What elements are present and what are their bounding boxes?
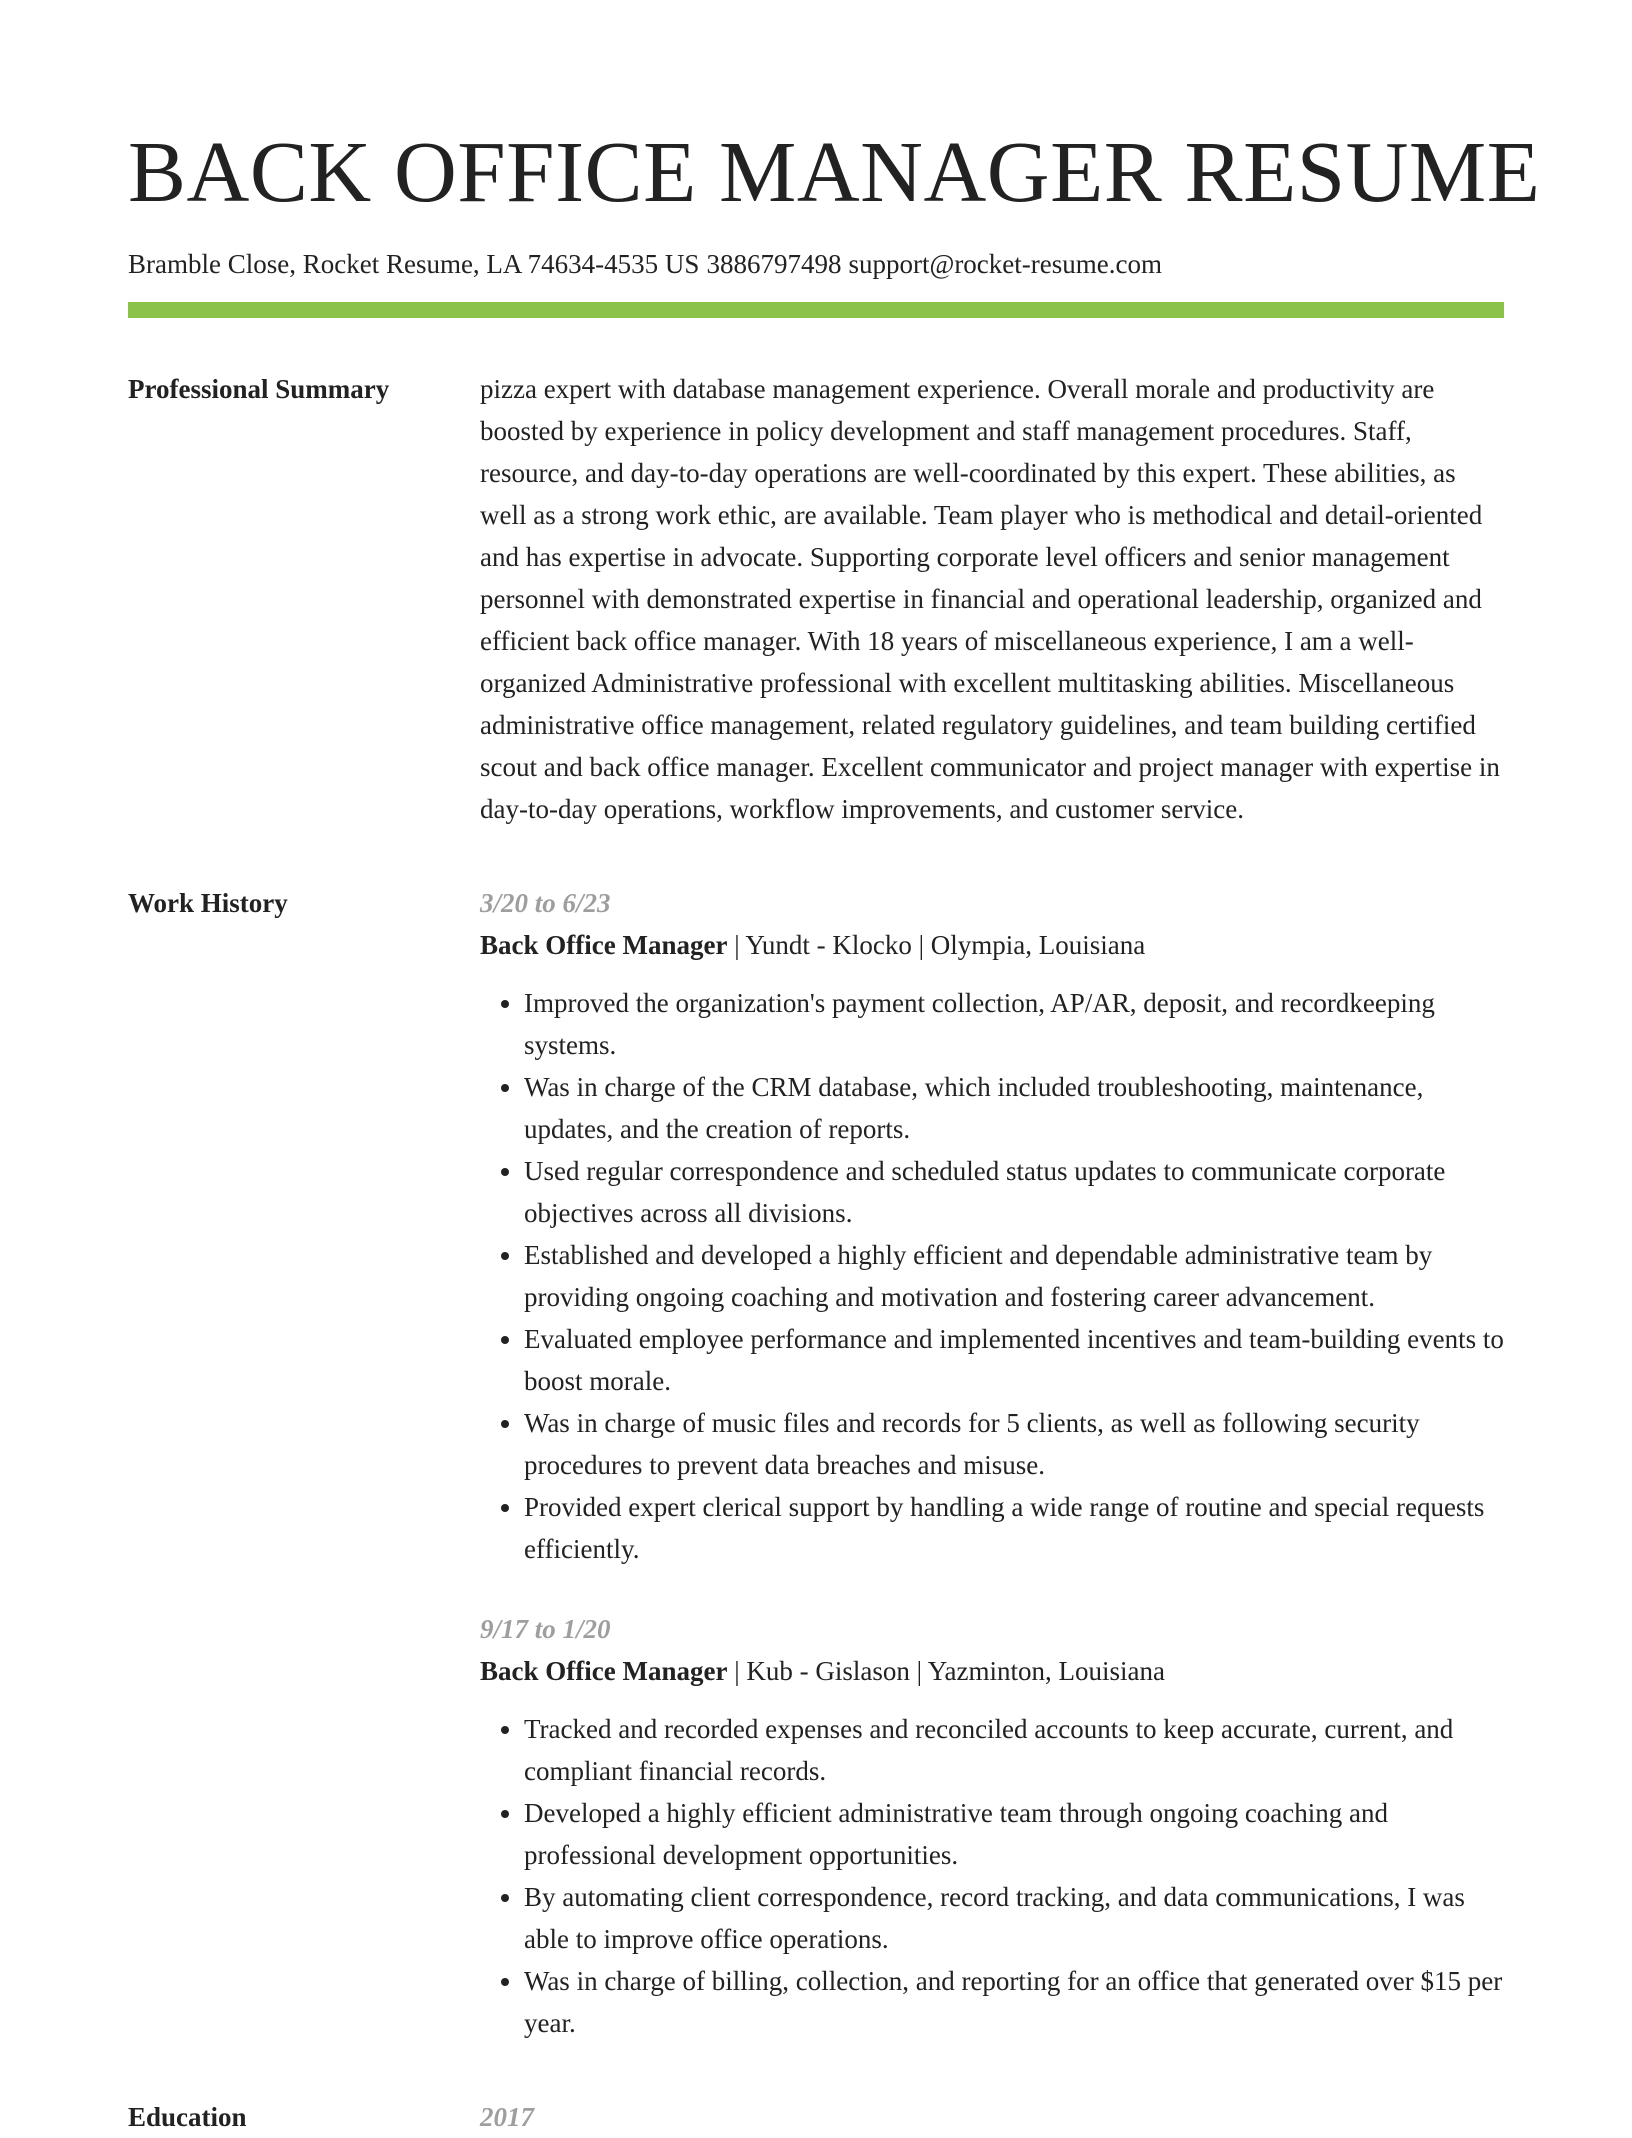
summary-text: pizza expert with database management experience. Overall morale and productivity are boosted by experience in policy development and staff management procedures. Staff, resource, and day-to-day operations are well-coordinated by this expert. These abilities, as well as a strong work ethic, are available. Team player who is methodical and detail-oriented and has expertise in advocate. Supporting corporate level officers and senior management personnel with demonstrated expertise in financial and operational leadership, organized and efficient back office manager. With 18 years of miscellaneous experience, I am a well-organized Administrative professional with excellent multitasking abilities. Miscellaneous administrative office management, related regulatory guidelines, and team building certified scout and back office manager. Excellent communicator and project manager with expertise in day-to-day operations, workflow improvements, and customer service. bbox=[480, 374, 1500, 824]
job-details: | Kub - Gislason | Yazminton, Louisiana bbox=[727, 1656, 1165, 1686]
job-bullet: • Established and developed a highly efficient and dependable administrative team by providing ongoing coaching and motivation and fostering career advancement. bbox=[524, 1234, 1504, 1318]
contact-email: support@rocket-resume.com bbox=[848, 249, 1162, 279]
summary-section bbox=[128, 368, 1504, 830]
job-heading bbox=[480, 924, 1504, 966]
job-bullet: • By automating client correspondence, record tracking, and data communications, I was able to improve office operations. bbox=[524, 1876, 1504, 1960]
job-bullet: • Was in charge of music files and records for 5 clients, as well as following security procedures to prevent data breaches and misuse. bbox=[524, 1402, 1504, 1486]
resume-title: BACK OFFICE MANAGER RESUME bbox=[128, 123, 1541, 220]
job-bullet: • Provided expert clerical support by handling a wide range of routine and special requests efficiently. bbox=[524, 1486, 1504, 1570]
education-section bbox=[128, 2096, 1504, 2138]
work-history-section bbox=[128, 882, 1504, 2044]
job-dates: 3/20 to 6/23 bbox=[480, 888, 611, 918]
job-bullet: • Improved the organization's payment collection, AP/AR, deposit, and recordkeeping systems. bbox=[524, 982, 1504, 1066]
work-history-label: Work History bbox=[128, 888, 288, 918]
job-details: | Yundt - Klocko | Olympia, Louisiana bbox=[727, 930, 1146, 960]
job-title: Back Office Manager bbox=[480, 930, 728, 960]
resume-page bbox=[128, 0, 1541, 2138]
contact-phone: 3886797498 bbox=[706, 249, 842, 279]
job-bullet: • Tracked and recorded expenses and reconciled accounts to keep accurate, current, and compliant financial records. bbox=[524, 1708, 1504, 1792]
education-year: 2017 bbox=[480, 2102, 534, 2132]
job-entry bbox=[480, 882, 1504, 1570]
education-label: Education bbox=[128, 2102, 247, 2132]
job-dates: 9/17 to 1/20 bbox=[480, 1614, 611, 1644]
job-bullets bbox=[480, 1708, 1504, 2044]
job-entry bbox=[480, 1608, 1504, 2044]
job-bullet: • Developed a highly efficient administrative team through ongoing coaching and professional development opportunities. bbox=[524, 1792, 1504, 1876]
job-bullets bbox=[480, 982, 1504, 1570]
header-divider bbox=[128, 302, 1504, 318]
contact-line bbox=[128, 246, 1504, 282]
job-heading bbox=[480, 1650, 1504, 1692]
job-title: Back Office Manager bbox=[480, 1656, 728, 1686]
summary-label: Professional Summary bbox=[128, 374, 390, 404]
contact-address: Bramble Close, Rocket Resume, LA 74634-4535 US bbox=[128, 249, 700, 279]
job-bullet: • Used regular correspondence and scheduled status updates to communicate corporate objectives across all divisions. bbox=[524, 1150, 1504, 1234]
job-bullet: • Evaluated employee performance and implemented incentives and team-building events to boost morale. bbox=[524, 1318, 1504, 1402]
job-bullet: • Was in charge of the CRM database, which included troubleshooting, maintenance, updates, and the creation of reports. bbox=[524, 1066, 1504, 1150]
job-bullet: • Was in charge of billing, collection, and reporting for an office that generated over $15 per year. bbox=[524, 1960, 1504, 2044]
